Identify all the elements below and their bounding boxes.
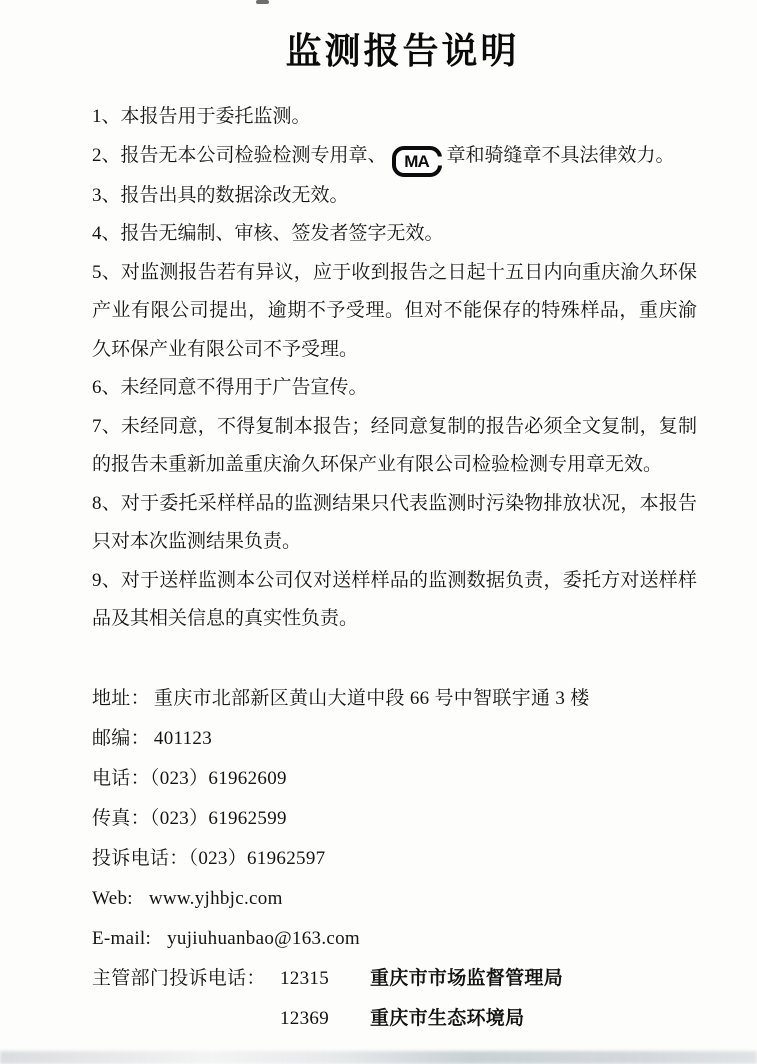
web-value: www.yjhbjc.com	[148, 887, 283, 909]
phone-value: （023）61962609	[149, 767, 287, 789]
notice-item-2-suffix: 章和骑缝章不具法律效力。	[446, 144, 675, 166]
supervisor-row-2	[92, 999, 697, 1039]
cma-logo	[392, 146, 442, 177]
supervisor-org-ecology-environment: 重庆市生态环境局	[370, 1007, 525, 1029]
scan-artifact-bottom	[0, 1051, 757, 1064]
fax-value: （023）61962599	[149, 807, 287, 829]
supervisor-row-1	[92, 959, 697, 999]
cma-logo-letters: MA	[404, 151, 429, 171]
complaint-phone-value: （023）61962597	[188, 847, 326, 869]
supervisor-number-12369: 12369	[280, 1007, 329, 1029]
notice-item-1: 1、本报告用于委托监测。	[92, 106, 311, 127]
email-label: E-mail:	[92, 927, 152, 949]
web-row	[92, 879, 697, 919]
supervisor-org-market-regulation: 重庆市市场监督管理局	[370, 967, 564, 989]
notice-list	[92, 98, 697, 639]
complaint-phone-row	[92, 839, 697, 879]
complaint-phone-label: 投诉电话：	[92, 847, 189, 869]
postcode-row	[92, 719, 697, 759]
notice-item-2-prefix: 2、报告无本公司检验检测专用章、	[92, 144, 387, 166]
fax-row	[92, 799, 697, 839]
notice-item-6: 6、未经同意不得用于广告宣传。	[92, 377, 368, 398]
notice-item-3: 3、报告出具的数据涂改无效。	[92, 184, 349, 206]
email-row	[92, 919, 697, 959]
scan-artifact-top	[256, 0, 269, 4]
notice-item-8: 8、对于委托采样样品的监测结果只代表监测时污染物排放状况，本报告只对本次监测结果负责。	[92, 492, 697, 552]
email-value: yujiuhuanbao@163.com	[167, 927, 360, 949]
notice-item-7: 7、未经同意，不得复制本报告；经同意复制的报告必须全文复制，复制的报告未重新加盖重庆渝久环保产业有限公司检验检测专用章无效。	[92, 415, 697, 475]
notice-item-5: 5、对监测报告若有异议，应于收到报告之日起十五日内向重庆渝久环保产业有限公司提出，逾期不予受理。但对不能保存的特殊样品，重庆渝久环保产业有限公司不予受理。	[92, 261, 697, 360]
contact-section	[92, 679, 697, 1039]
notice-item-2	[92, 137, 697, 177]
supervisor-number-12315: 12315	[280, 967, 329, 989]
cma-logo-opening	[437, 157, 443, 166]
postcode-label: 邮编：	[92, 727, 150, 749]
address-label: 地址：	[92, 687, 150, 709]
address-value: 重庆市北部新区黄山大道中段 66 号中智联宇通 3 楼	[153, 687, 590, 709]
address-row	[92, 679, 697, 719]
postcode-value: 401123	[153, 727, 213, 749]
supervisor-label: 主管部门投诉电话：	[92, 967, 266, 989]
notice-item-9: 9、对于送样监测本公司仅对送样样品的监测数据负责，委托方对送样样品及其相关信息的真实性负责。	[92, 569, 697, 629]
notice-item-4: 4、报告无编制、审核、签发者签字无效。	[92, 223, 444, 244]
web-label: Web:	[92, 887, 133, 909]
phone-label: 电话：	[92, 767, 150, 789]
phone-row	[92, 759, 697, 799]
supervisor-label-spacer	[92, 999, 280, 1039]
page-title: 监测报告说明	[285, 31, 520, 71]
fax-label: 传真：	[92, 807, 150, 829]
